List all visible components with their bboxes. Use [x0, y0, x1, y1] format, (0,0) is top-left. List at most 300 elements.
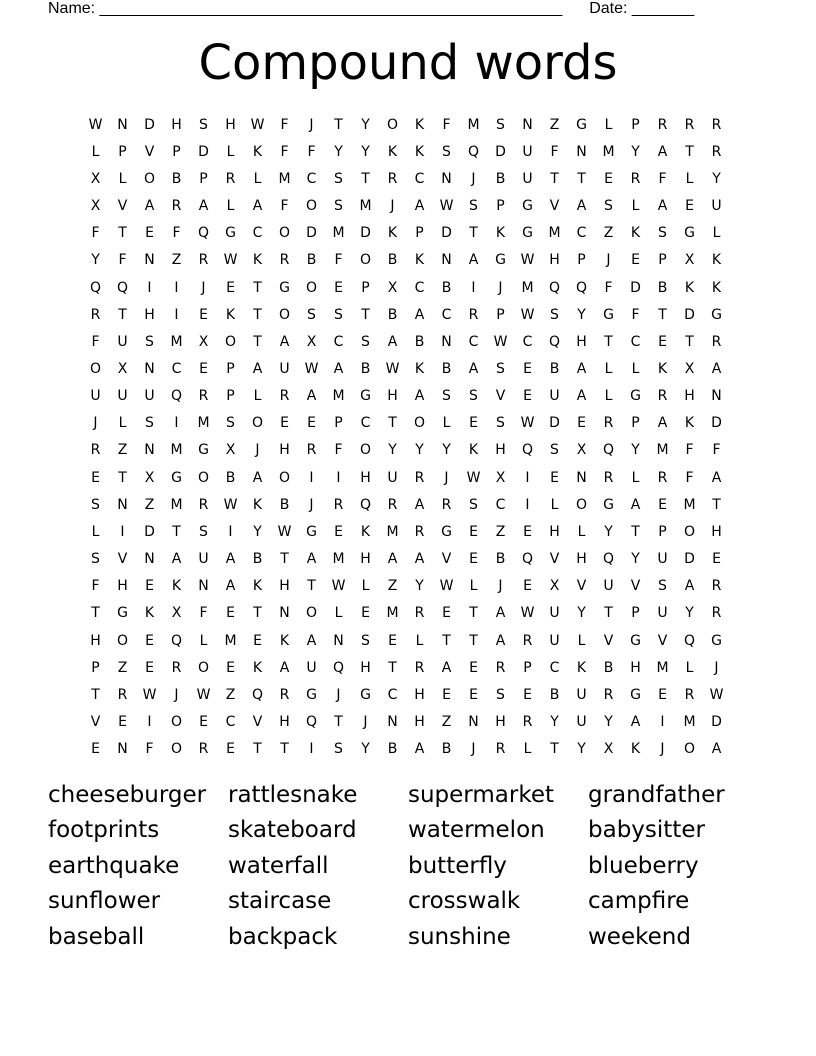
grid-letter[interactable]: J — [201, 279, 206, 296]
grid-letter[interactable]: S — [496, 116, 505, 133]
grid-letter[interactable]: T — [604, 605, 613, 622]
grid-letter[interactable]: T — [334, 116, 343, 133]
grid-letter[interactable]: Q — [602, 442, 615, 459]
grid-letter[interactable]: F — [307, 143, 316, 160]
grid-letter[interactable]: R — [414, 605, 425, 622]
grid-letter[interactable]: A — [576, 388, 587, 405]
grid-letter[interactable]: R — [225, 170, 236, 187]
grid-letter[interactable]: S — [91, 551, 100, 568]
grid-letter[interactable]: R — [495, 741, 506, 758]
grid-letter[interactable]: Z — [441, 714, 452, 731]
grid-letter[interactable]: H — [360, 551, 371, 568]
grid-letter[interactable]: D — [549, 415, 560, 432]
grid-letter[interactable]: R — [414, 469, 425, 486]
grid-letter[interactable]: N — [576, 143, 587, 160]
grid-letter[interactable]: E — [307, 415, 316, 432]
grid-letter[interactable]: K — [252, 143, 263, 160]
grid-letter[interactable]: S — [334, 306, 343, 323]
grid-letter[interactable]: R — [171, 659, 182, 676]
grid-letter[interactable]: Q — [170, 632, 183, 649]
grid-letter[interactable]: E — [145, 632, 154, 649]
grid-letter[interactable]: K — [171, 578, 182, 595]
grid-letter[interactable]: D — [198, 143, 209, 160]
grid-letter[interactable]: K — [414, 116, 425, 133]
grid-letter[interactable]: W — [331, 578, 346, 595]
grid-letter[interactable]: Y — [361, 143, 370, 160]
grid-letter[interactable]: E — [226, 659, 235, 676]
grid-letter[interactable]: J — [471, 741, 476, 758]
grid-letter[interactable]: H — [576, 333, 587, 350]
grid-letter[interactable]: N — [576, 469, 587, 486]
grid-letter[interactable]: A — [225, 551, 236, 568]
grid-letter[interactable]: L — [604, 388, 613, 405]
grid-letter[interactable]: L — [361, 578, 370, 595]
grid-letter[interactable]: E — [523, 360, 532, 377]
grid-letter[interactable]: H — [360, 469, 371, 486]
grid-letter[interactable]: O — [278, 306, 291, 323]
grid-letter[interactable]: T — [253, 605, 262, 622]
grid-letter[interactable]: W — [385, 360, 400, 377]
grid-letter[interactable]: J — [255, 442, 260, 459]
grid-letter[interactable]: W — [223, 496, 238, 513]
grid-letter[interactable]: A — [441, 659, 452, 676]
grid-letter[interactable]: Q — [359, 496, 372, 513]
grid-letter[interactable]: R — [279, 388, 290, 405]
grid-letter[interactable]: S — [496, 415, 505, 432]
grid-letter[interactable]: D — [630, 279, 641, 296]
grid-letter[interactable]: S — [145, 415, 154, 432]
grid-letter[interactable]: P — [91, 659, 100, 676]
grid-letter[interactable]: R — [522, 632, 533, 649]
grid-letter[interactable]: K — [630, 741, 641, 758]
grid-letter[interactable]: C — [441, 306, 452, 323]
grid-letter[interactable]: U — [549, 388, 560, 405]
grid-letter[interactable]: Q — [305, 714, 318, 731]
grid-letter[interactable]: H — [576, 551, 587, 568]
grid-letter[interactable]: K — [630, 225, 641, 242]
grid-letter[interactable]: H — [630, 659, 641, 676]
grid-letter[interactable]: E — [145, 578, 154, 595]
grid-letter[interactable]: U — [576, 686, 587, 703]
grid-letter[interactable]: O — [386, 116, 399, 133]
grid-letter[interactable]: F — [685, 442, 694, 459]
grid-letter[interactable]: A — [576, 198, 587, 215]
grid-letter[interactable]: B — [252, 551, 263, 568]
grid-letter[interactable]: X — [549, 578, 560, 595]
grid-letter[interactable]: L — [226, 143, 235, 160]
grid-letter[interactable]: T — [469, 605, 478, 622]
grid-letter[interactable]: C — [414, 170, 425, 187]
grid-letter[interactable]: A — [711, 469, 722, 486]
grid-letter[interactable]: A — [576, 360, 587, 377]
grid-letter[interactable]: W — [439, 198, 454, 215]
grid-letter[interactable]: A — [387, 551, 398, 568]
grid-letter[interactable]: V — [657, 632, 668, 649]
grid-letter[interactable]: S — [550, 306, 559, 323]
grid-letter[interactable]: B — [387, 306, 398, 323]
grid-letter[interactable]: G — [522, 225, 533, 242]
grid-letter[interactable]: Y — [361, 116, 370, 133]
grid-letter[interactable]: V — [90, 714, 101, 731]
grid-letter[interactable]: C — [414, 279, 425, 296]
grid-letter[interactable]: L — [226, 198, 235, 215]
grid-letter[interactable]: A — [198, 198, 209, 215]
grid-letter[interactable]: N — [441, 170, 452, 187]
grid-letter[interactable]: I — [120, 523, 125, 540]
grid-letter[interactable]: H — [117, 578, 128, 595]
grid-letter[interactable]: X — [90, 170, 101, 187]
grid-letter[interactable]: P — [415, 225, 424, 242]
grid-letter[interactable]: W — [223, 252, 238, 269]
grid-letter[interactable]: N — [441, 252, 452, 269]
grid-letter[interactable]: L — [469, 578, 478, 595]
grid-letter[interactable]: A — [144, 198, 155, 215]
grid-letter[interactable]: A — [657, 415, 668, 432]
grid-letter[interactable]: C — [468, 333, 479, 350]
grid-letter[interactable]: Y — [91, 252, 100, 269]
grid-letter[interactable]: T — [253, 279, 262, 296]
grid-letter[interactable]: Z — [387, 578, 398, 595]
grid-letter[interactable]: S — [550, 442, 559, 459]
grid-letter[interactable]: R — [603, 469, 614, 486]
grid-letter[interactable]: O — [278, 469, 291, 486]
grid-letter[interactable]: A — [684, 578, 695, 595]
grid-letter[interactable]: R — [198, 496, 209, 513]
grid-letter[interactable]: I — [471, 279, 476, 296]
grid-letter[interactable]: T — [280, 551, 289, 568]
grid-letter[interactable]: Z — [171, 252, 182, 269]
grid-letter[interactable]: U — [657, 551, 668, 568]
grid-letter[interactable]: F — [685, 469, 694, 486]
grid-letter[interactable]: M — [170, 496, 183, 513]
grid-letter[interactable]: P — [172, 143, 181, 160]
grid-letter[interactable]: P — [631, 605, 640, 622]
grid-letter[interactable]: A — [252, 469, 263, 486]
grid-letter[interactable]: E — [604, 170, 613, 187]
grid-letter[interactable]: S — [334, 741, 343, 758]
grid-letter[interactable]: L — [199, 632, 208, 649]
grid-letter[interactable]: M — [332, 225, 345, 242]
grid-letter[interactable]: P — [577, 252, 586, 269]
grid-letter[interactable]: S — [307, 306, 316, 323]
grid-letter[interactable]: P — [361, 279, 370, 296]
grid-letter[interactable]: A — [414, 388, 425, 405]
grid-letter[interactable]: X — [171, 605, 182, 622]
grid-letter[interactable]: I — [309, 469, 314, 486]
grid-letter[interactable]: R — [117, 686, 128, 703]
grid-letter[interactable]: G — [495, 252, 506, 269]
grid-letter[interactable]: S — [604, 198, 613, 215]
grid-letter[interactable]: E — [334, 279, 343, 296]
grid-letter[interactable]: X — [576, 442, 587, 459]
grid-letter[interactable]: A — [252, 198, 263, 215]
grid-letter[interactable]: B — [225, 469, 236, 486]
grid-letter[interactable]: G — [171, 469, 182, 486]
grid-letter[interactable]: J — [336, 686, 341, 703]
grid-letter[interactable]: Q — [116, 279, 129, 296]
grid-letter[interactable]: M — [386, 605, 399, 622]
grid-letter[interactable]: Y — [442, 442, 451, 459]
grid-letter[interactable]: R — [657, 116, 668, 133]
grid-letter[interactable]: C — [549, 659, 560, 676]
grid-letter[interactable]: U — [90, 388, 101, 405]
grid-letter[interactable]: M — [197, 415, 210, 432]
grid-letter[interactable]: R — [711, 143, 722, 160]
grid-letter[interactable]: U — [198, 551, 209, 568]
grid-letter[interactable]: H — [549, 252, 560, 269]
grid-letter[interactable]: D — [441, 225, 452, 242]
grid-letter[interactable]: T — [91, 605, 100, 622]
grid-letter[interactable]: R — [711, 333, 722, 350]
grid-letter[interactable]: L — [631, 360, 640, 377]
grid-letter[interactable]: J — [93, 415, 98, 432]
grid-letter[interactable]: E — [469, 415, 478, 432]
grid-letter[interactable]: C — [360, 415, 371, 432]
grid-letter[interactable]: G — [711, 632, 722, 649]
grid-letter[interactable]: E — [118, 714, 127, 731]
grid-letter[interactable]: G — [576, 116, 587, 133]
grid-letter[interactable]: M — [683, 496, 696, 513]
grid-letter[interactable]: R — [198, 252, 209, 269]
grid-letter[interactable]: N — [279, 605, 290, 622]
grid-letter[interactable]: K — [414, 252, 425, 269]
grid-letter[interactable]: Y — [415, 442, 424, 459]
grid-letter[interactable]: J — [714, 659, 719, 676]
grid-letter[interactable]: V — [549, 551, 560, 568]
grid-letter[interactable]: A — [468, 360, 479, 377]
grid-letter[interactable]: L — [118, 415, 127, 432]
grid-letter[interactable]: A — [171, 551, 182, 568]
grid-letter[interactable]: P — [658, 252, 667, 269]
grid-letter[interactable]: P — [226, 388, 235, 405]
grid-letter[interactable]: H — [495, 442, 506, 459]
grid-letter[interactable]: B — [387, 741, 398, 758]
grid-letter[interactable]: L — [442, 415, 451, 432]
grid-letter[interactable]: N — [387, 714, 398, 731]
grid-letter[interactable]: W — [277, 523, 292, 540]
grid-letter[interactable]: V — [549, 198, 560, 215]
grid-letter[interactable]: L — [253, 388, 262, 405]
grid-letter[interactable]: K — [387, 225, 398, 242]
grid-letter[interactable]: C — [225, 714, 236, 731]
grid-letter[interactable]: R — [198, 741, 209, 758]
grid-letter[interactable]: P — [523, 659, 532, 676]
grid-letter[interactable]: Q — [197, 225, 210, 242]
grid-letter[interactable]: J — [660, 741, 665, 758]
grid-letter[interactable]: K — [711, 279, 722, 296]
grid-letter[interactable]: V — [117, 198, 128, 215]
grid-letter[interactable]: W — [520, 415, 535, 432]
grid-letter[interactable]: C — [333, 333, 344, 350]
grid-letter[interactable]: Y — [361, 741, 370, 758]
grid-letter[interactable]: C — [252, 225, 263, 242]
grid-letter[interactable]: K — [360, 523, 371, 540]
grid-letter[interactable]: R — [414, 523, 425, 540]
grid-letter[interactable]: S — [145, 333, 154, 350]
grid-letter[interactable]: S — [469, 198, 478, 215]
grid-letter[interactable]: S — [496, 360, 505, 377]
grid-letter[interactable]: T — [91, 686, 100, 703]
grid-letter[interactable]: I — [147, 714, 152, 731]
grid-letter[interactable]: V — [603, 632, 614, 649]
grid-letter[interactable]: W — [250, 116, 265, 133]
grid-letter[interactable]: R — [684, 686, 695, 703]
grid-letter[interactable]: Y — [577, 306, 586, 323]
grid-letter[interactable]: J — [498, 279, 503, 296]
grid-letter[interactable]: E — [469, 659, 478, 676]
grid-letter[interactable]: I — [309, 741, 314, 758]
grid-letter[interactable]: E — [280, 415, 289, 432]
grid-letter[interactable]: J — [498, 578, 503, 595]
grid-letter[interactable]: S — [199, 523, 208, 540]
grid-letter[interactable]: I — [174, 415, 179, 432]
grid-letter[interactable]: W — [466, 469, 481, 486]
grid-letter[interactable]: E — [388, 632, 397, 649]
grid-letter[interactable]: E — [442, 686, 451, 703]
grid-letter[interactable]: X — [684, 252, 695, 269]
grid-letter[interactable]: E — [226, 741, 235, 758]
grid-letter[interactable]: A — [225, 578, 236, 595]
grid-letter[interactable]: V — [441, 551, 452, 568]
grid-letter[interactable]: O — [305, 279, 318, 296]
grid-letter[interactable]: A — [333, 360, 344, 377]
grid-letter[interactable]: U — [549, 632, 560, 649]
grid-letter[interactable]: E — [658, 686, 667, 703]
grid-letter[interactable]: P — [631, 415, 640, 432]
grid-letter[interactable]: W — [520, 252, 535, 269]
grid-letter[interactable]: Y — [577, 605, 586, 622]
grid-letter[interactable]: Q — [575, 279, 588, 296]
grid-letter[interactable]: J — [471, 170, 476, 187]
grid-letter[interactable]: E — [442, 605, 451, 622]
grid-letter[interactable]: R — [603, 415, 614, 432]
grid-letter[interactable]: B — [441, 360, 452, 377]
grid-letter[interactable]: Q — [251, 686, 264, 703]
grid-letter[interactable]: E — [523, 578, 532, 595]
grid-letter[interactable]: Q — [521, 551, 534, 568]
grid-letter[interactable]: F — [280, 116, 289, 133]
grid-letter[interactable]: P — [334, 415, 343, 432]
grid-letter[interactable]: S — [226, 415, 235, 432]
grid-letter[interactable]: T — [118, 225, 127, 242]
grid-letter[interactable]: G — [522, 198, 533, 215]
grid-letter[interactable]: E — [91, 469, 100, 486]
grid-letter[interactable]: H — [279, 714, 290, 731]
grid-letter[interactable]: T — [253, 741, 262, 758]
grid-letter[interactable]: L — [577, 632, 586, 649]
grid-letter[interactable]: T — [658, 306, 667, 323]
grid-letter[interactable]: V — [630, 578, 641, 595]
grid-letter[interactable]: O — [683, 741, 696, 758]
grid-letter[interactable]: H — [144, 306, 155, 323]
grid-letter[interactable]: A — [252, 360, 263, 377]
grid-letter[interactable]: E — [523, 388, 532, 405]
grid-letter[interactable]: O — [116, 632, 129, 649]
grid-letter[interactable]: N — [144, 551, 155, 568]
grid-letter[interactable]: F — [280, 198, 289, 215]
grid-letter[interactable]: Y — [604, 523, 613, 540]
grid-letter[interactable]: I — [336, 469, 341, 486]
grid-letter[interactable]: I — [174, 279, 179, 296]
grid-letter[interactable]: S — [334, 170, 343, 187]
grid-letter[interactable]: A — [657, 143, 668, 160]
grid-letter[interactable]: U — [549, 605, 560, 622]
grid-letter[interactable]: S — [334, 198, 343, 215]
grid-letter[interactable]: B — [441, 279, 452, 296]
grid-letter[interactable]: C — [576, 225, 587, 242]
grid-letter[interactable]: R — [414, 659, 425, 676]
grid-letter[interactable]: F — [442, 116, 451, 133]
grid-letter[interactable]: Q — [683, 632, 696, 649]
grid-letter[interactable]: E — [334, 523, 343, 540]
grid-letter[interactable]: N — [144, 252, 155, 269]
grid-letter[interactable]: U — [387, 469, 398, 486]
grid-letter[interactable]: A — [630, 714, 641, 731]
grid-letter[interactable]: T — [604, 333, 613, 350]
grid-letter[interactable]: M — [656, 659, 669, 676]
grid-letter[interactable]: R — [495, 659, 506, 676]
grid-letter[interactable]: M — [359, 198, 372, 215]
grid-letter[interactable]: R — [90, 306, 101, 323]
grid-letter[interactable]: Y — [604, 714, 613, 731]
grid-letter[interactable]: L — [604, 116, 613, 133]
grid-letter[interactable]: G — [360, 388, 371, 405]
grid-letter[interactable]: E — [712, 551, 721, 568]
grid-letter[interactable]: D — [684, 551, 695, 568]
grid-letter[interactable]: D — [144, 523, 155, 540]
grid-letter[interactable]: E — [253, 632, 262, 649]
grid-letter[interactable]: Z — [549, 116, 560, 133]
grid-letter[interactable]: H — [225, 116, 236, 133]
grid-letter[interactable]: J — [309, 496, 314, 513]
grid-letter[interactable]: P — [226, 360, 235, 377]
grid-letter[interactable]: L — [685, 659, 694, 676]
grid-letter[interactable]: N — [711, 388, 722, 405]
grid-letter[interactable]: D — [144, 116, 155, 133]
grid-letter[interactable]: M — [548, 225, 561, 242]
grid-letter[interactable]: D — [495, 143, 506, 160]
grid-letter[interactable]: U — [144, 388, 155, 405]
grid-letter[interactable]: T — [307, 578, 316, 595]
grid-letter[interactable]: K — [225, 306, 236, 323]
grid-letter[interactable]: F — [658, 170, 667, 187]
grid-letter[interactable]: Z — [117, 659, 128, 676]
grid-letter[interactable]: V — [576, 578, 587, 595]
grid-letter[interactable]: E — [685, 198, 694, 215]
grid-letter[interactable]: D — [684, 306, 695, 323]
grid-letter[interactable]: P — [496, 198, 505, 215]
grid-letter[interactable]: U — [522, 170, 533, 187]
grid-letter[interactable]: U — [711, 198, 722, 215]
grid-letter[interactable]: G — [603, 496, 614, 513]
grid-letter[interactable]: N — [144, 360, 155, 377]
grid-letter[interactable]: G — [225, 225, 236, 242]
grid-letter[interactable]: E — [469, 523, 478, 540]
grid-letter[interactable]: I — [525, 496, 530, 513]
grid-letter[interactable]: G — [117, 605, 128, 622]
grid-letter[interactable]: F — [199, 605, 208, 622]
grid-letter[interactable]: T — [550, 741, 559, 758]
grid-letter[interactable]: O — [197, 469, 210, 486]
grid-letter[interactable]: R — [711, 578, 722, 595]
grid-letter[interactable]: N — [198, 578, 209, 595]
grid-letter[interactable]: P — [118, 143, 127, 160]
grid-letter[interactable]: R — [522, 714, 533, 731]
grid-letter[interactable]: Y — [550, 714, 559, 731]
grid-letter[interactable]: B — [495, 551, 506, 568]
grid-letter[interactable]: O — [278, 225, 291, 242]
grid-letter[interactable]: H — [387, 388, 398, 405]
